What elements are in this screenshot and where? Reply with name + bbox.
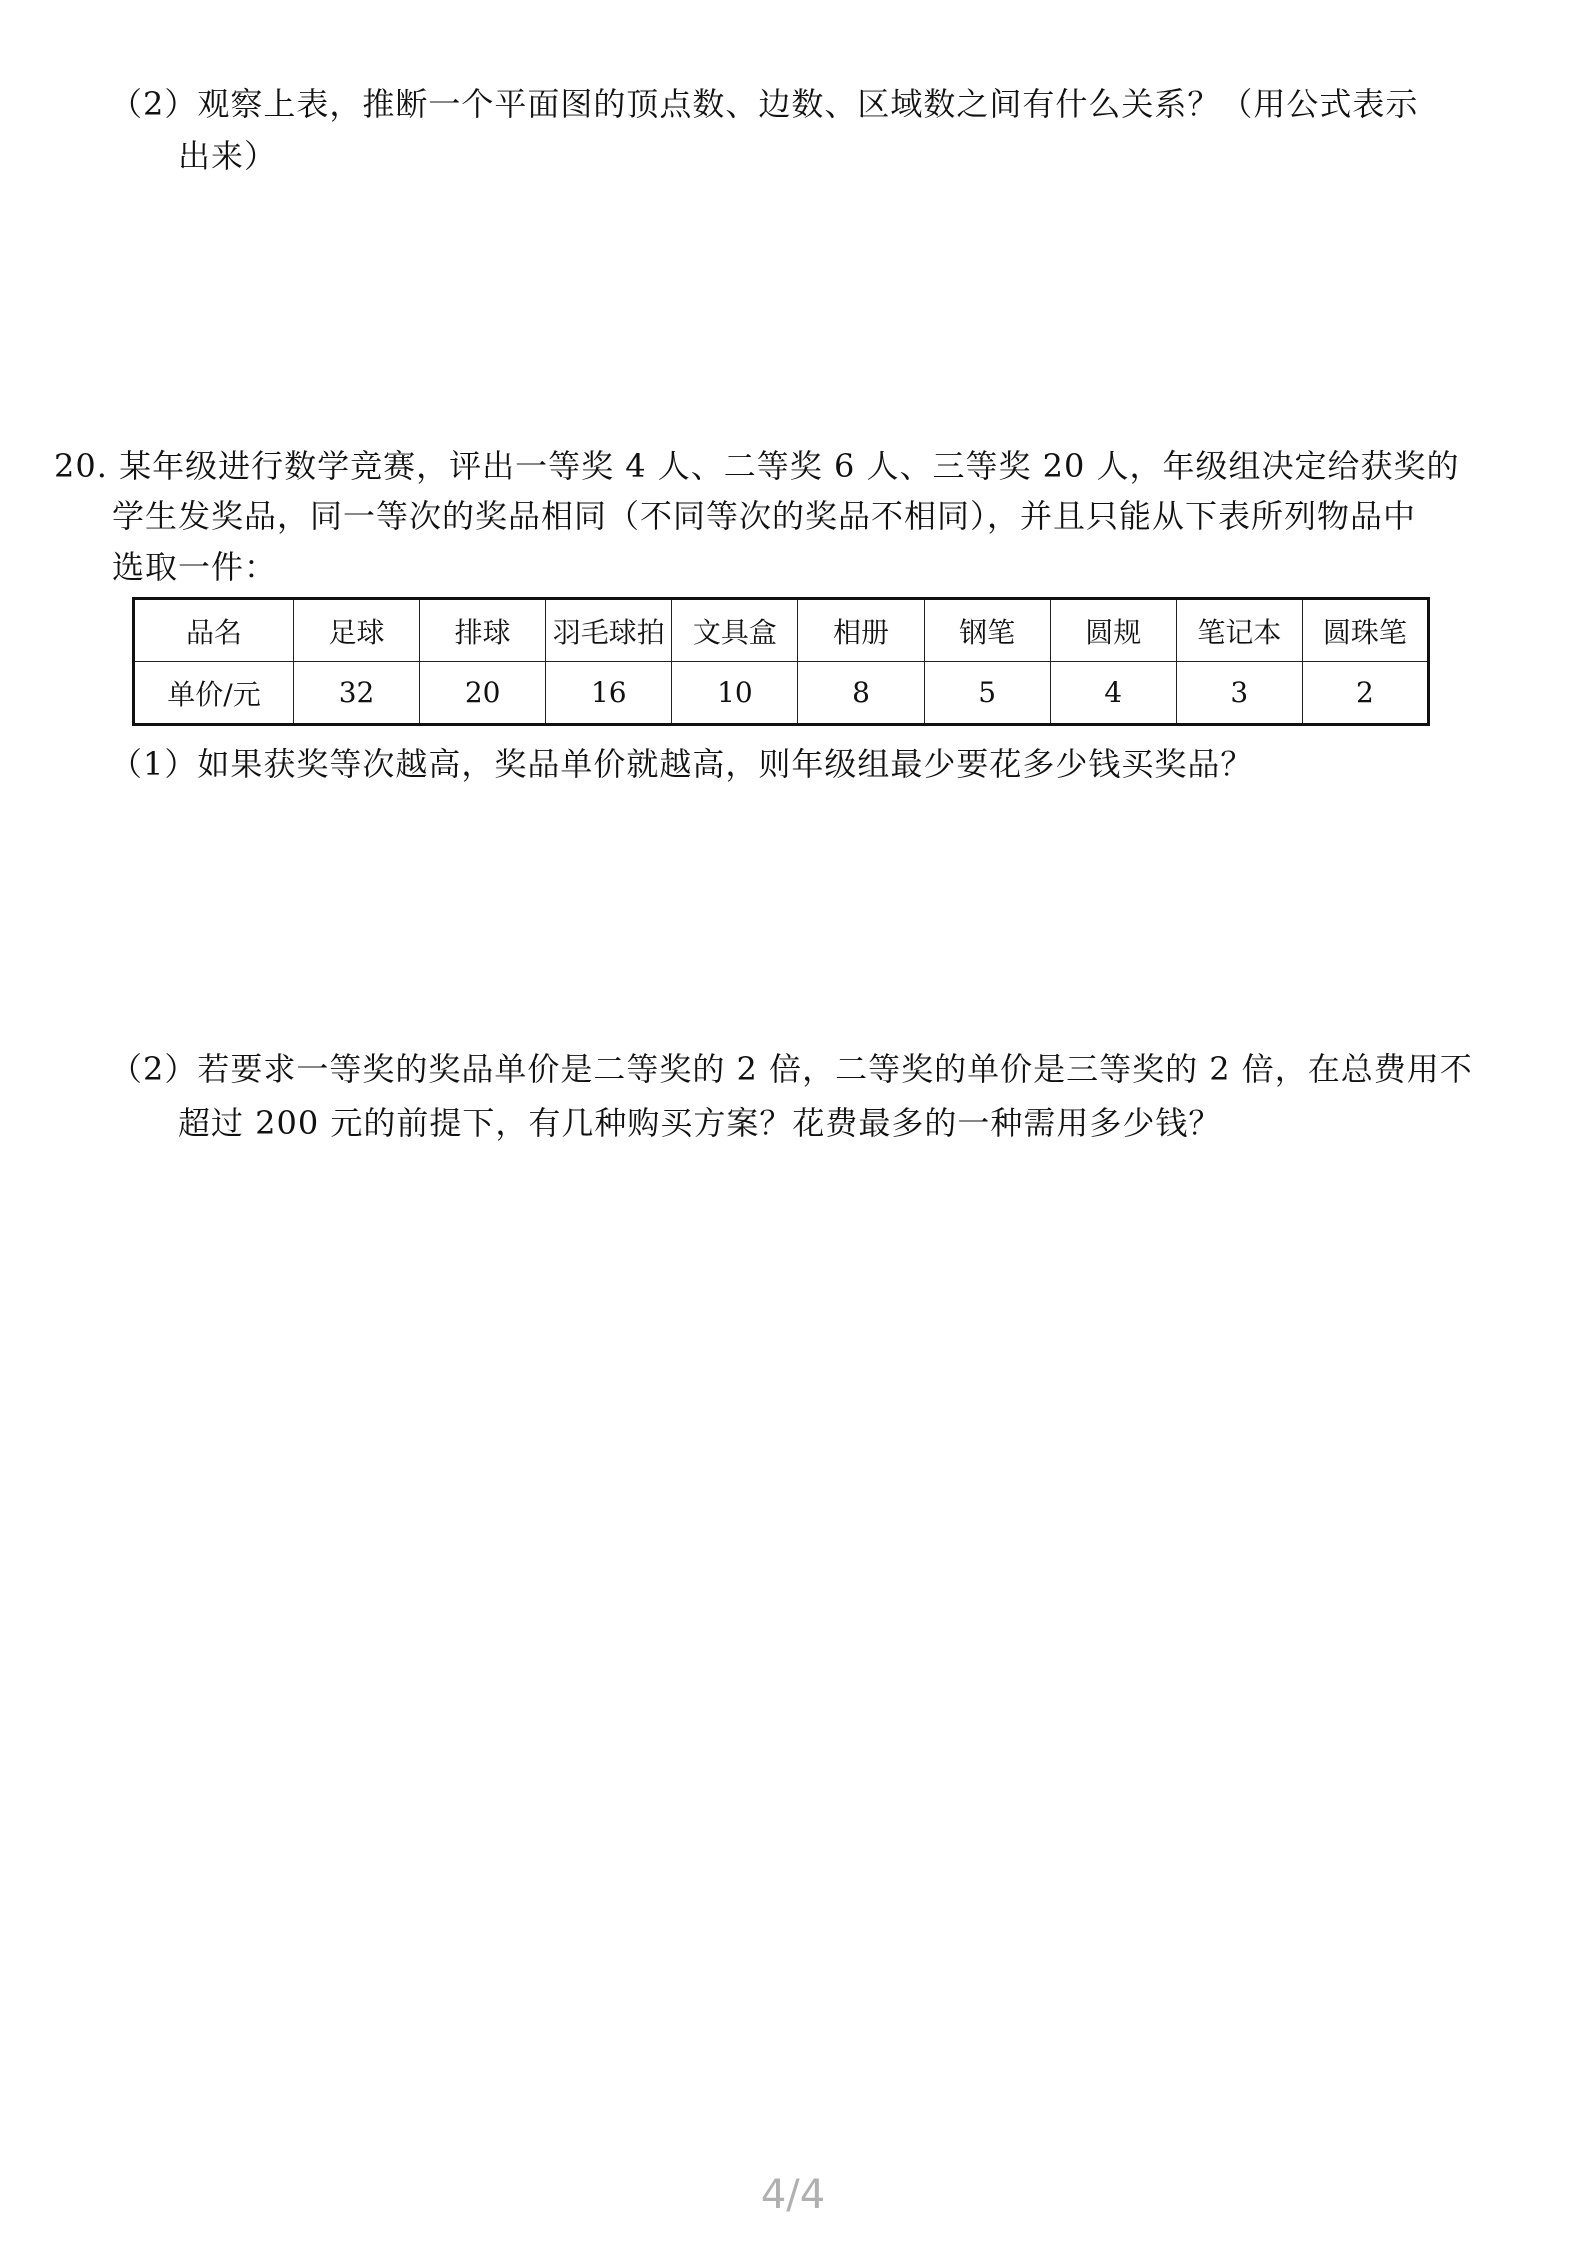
table-cell-price: 4 — [1050, 662, 1176, 725]
page-number: 4/4 — [760, 2172, 826, 2218]
q20-part2-line1: （2）若要求一等奖的奖品单价是二等奖的 2 倍，二等奖的单价是三等奖的 2 倍，在总费用不 — [110, 1050, 1473, 1088]
table-cell-price: 10 — [672, 662, 798, 725]
table-row-item-names — [134, 599, 1429, 662]
table-cell-item: 足球 — [294, 599, 420, 662]
table-header-item-name: 品名 — [134, 599, 294, 662]
q20-part2-line2: 超过 200 元的前提下，有几种购买方案？花费最多的一种需用多少钱？ — [178, 1104, 1222, 1142]
table-cell-price: 3 — [1176, 662, 1302, 725]
table-cell-item: 文具盒 — [672, 599, 798, 662]
table-cell-price: 5 — [924, 662, 1050, 725]
table-header-unit-price: 单价/元 — [134, 662, 294, 725]
table-cell-item: 钢笔 — [924, 599, 1050, 662]
table-cell-price: 8 — [798, 662, 924, 725]
table-cell-price: 20 — [420, 662, 546, 725]
table-cell-item: 排球 — [420, 599, 546, 662]
table-cell-item: 羽毛球拍 — [546, 599, 672, 662]
table-cell-price: 32 — [294, 662, 420, 725]
table-cell-price: 16 — [546, 662, 672, 725]
table-cell-price: 2 — [1302, 662, 1428, 725]
table-cell-item: 相册 — [798, 599, 924, 662]
q20-stem-line2: 学生发奖品，同一等次的奖品相同（不同等次的奖品不相同），并且只能从下表所列物品中 — [112, 497, 1417, 535]
q19-part2-line2: 出来） — [178, 137, 278, 175]
table-row-prices — [134, 662, 1429, 725]
q20-part1-text: （1）如果获奖等次越高，奖品单价就越高，则年级组最少要花多少钱买奖品？ — [110, 745, 1254, 783]
table-cell-item: 笔记本 — [1176, 599, 1302, 662]
table-cell-item: 圆珠笔 — [1302, 599, 1428, 662]
q20-stem-line1: 20. 某年级进行数学竞赛，评出一等奖 4 人、二等奖 6 人、三等奖 20 人，年级组决定给获奖的 — [54, 447, 1460, 485]
prize-price-table — [132, 597, 1430, 726]
q19-part2-line1: （2）观察上表，推断一个平面图的顶点数、边数、区域数之间有什么关系？（用公式表示 — [110, 85, 1419, 123]
q20-stem-line3: 选取一件： — [112, 548, 278, 586]
table-cell-item: 圆规 — [1050, 599, 1176, 662]
